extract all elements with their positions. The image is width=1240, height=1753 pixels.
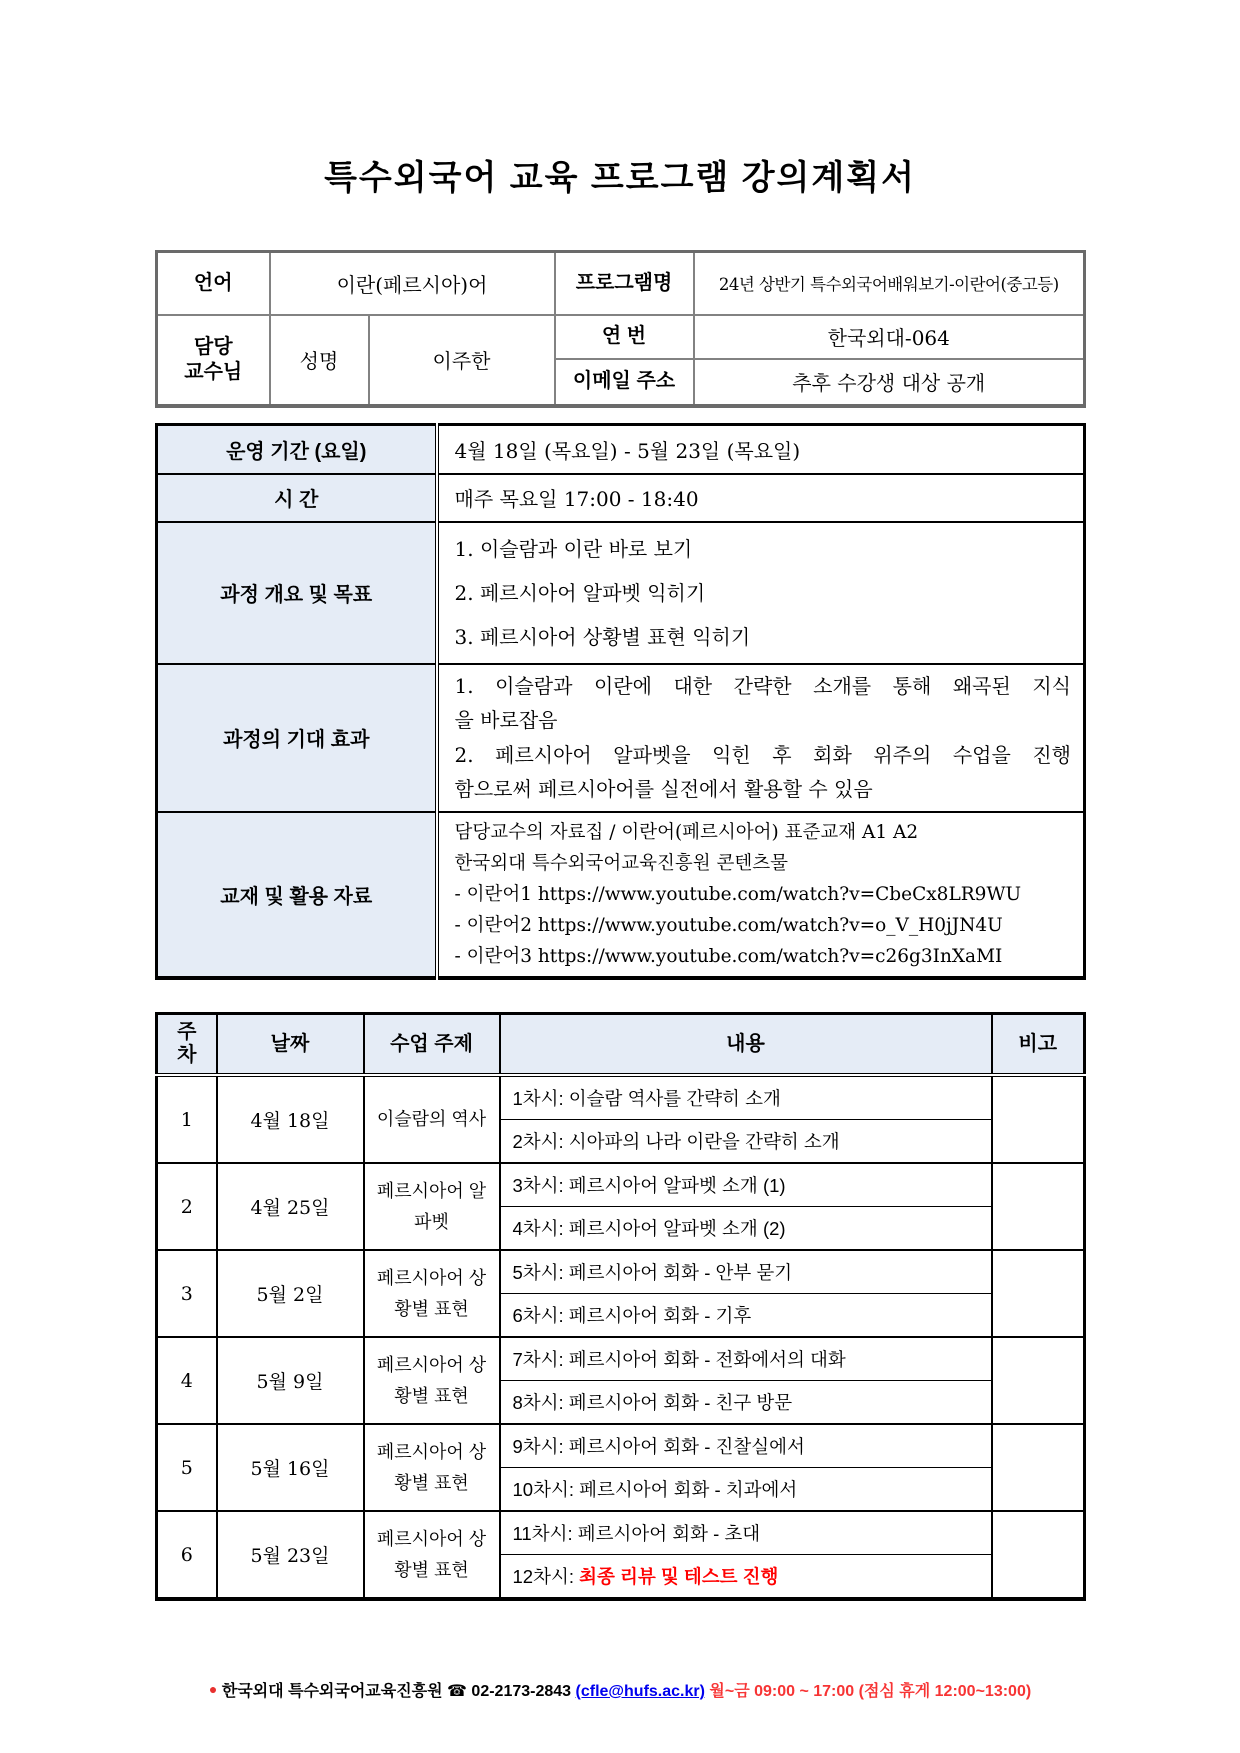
schedule-week-row [157, 1250, 1085, 1294]
session-content: 12차시: 최종 리뷰 및 테스트 진행 [500, 1555, 992, 1600]
email-value: 추후 수강생 대상 공개 [694, 359, 1085, 406]
week-number: 6 [157, 1511, 217, 1599]
week-note [992, 1250, 1085, 1337]
week-topic: 페르시아어 상황별 표현 [364, 1424, 500, 1511]
session-content: 1차시: 이슬람 역사를 간략히 소개 [500, 1075, 992, 1120]
schedule-week-row [157, 1424, 1085, 1468]
final-review-highlight: 최종 리뷰 및 테스트 진행 [579, 1566, 779, 1587]
week-date: 5월 9일 [217, 1337, 364, 1424]
effect-value: 1. 이슬람과 이란에 대한 간략한 소개를 통해 왜곡된 지식 을 바로잡음 2. 페르시아어 알파벳을 익힌 후 회화 위주의 수업을 진행 함으로써 페르시아어를 실전에서 활용할 수 있음 [437, 664, 1085, 812]
footer-email-link[interactable]: (cfle@hufs.ac.kr) [575, 1683, 705, 1700]
schedule-table [155, 1012, 1086, 1601]
week-number: 4 [157, 1337, 217, 1424]
week-number: 5 [157, 1424, 217, 1511]
youtube-link-1: - 이란어1 https://www.youtube.com/watch?v=CbeCx8LR9WU [454, 883, 1022, 905]
footer [0, 1678, 1240, 1701]
schedule-header-row [157, 1014, 1085, 1076]
week-note [992, 1075, 1085, 1163]
week-topic: 이슬람의 역사 [364, 1075, 500, 1163]
schedule-week-row [157, 1075, 1085, 1120]
date-header: 날짜 [217, 1014, 364, 1076]
week-topic: 페르시아어 상황별 표현 [364, 1511, 500, 1599]
week-date: 4월 25일 [217, 1163, 364, 1250]
serial-label: 연 번 [555, 315, 694, 359]
week-note [992, 1337, 1085, 1424]
session-content: 6차시: 페르시아어 회화 - 기후 [500, 1294, 992, 1338]
session-content: 9차시: 페르시아어 회화 - 진찰실에서 [500, 1424, 992, 1468]
name-label: 성명 [270, 315, 369, 406]
week-number: 1 [157, 1075, 217, 1163]
session-content: 5차시: 페르시아어 회화 - 안부 묻기 [500, 1250, 992, 1294]
course-overview-table [155, 423, 1086, 980]
week-number: 2 [157, 1163, 217, 1250]
youtube-link-3: - 이란어3 https://www.youtube.com/watch?v=c26g3InXaMI [454, 945, 1003, 967]
page-title: 특수외국어 교육 프로그램 강의계획서 [324, 159, 916, 197]
week-date: 5월 16일 [217, 1424, 364, 1511]
phone-icon: ☎ [447, 1683, 467, 1700]
week-header: 주 차 [157, 1014, 217, 1076]
instructor-label: 담당 교수님 [157, 315, 270, 406]
footer-phone: 02-2173-2843 [471, 1683, 572, 1700]
language-label: 언어 [157, 252, 270, 315]
language-value: 이란(페르시아)어 [270, 252, 555, 315]
email-label: 이메일 주소 [555, 359, 694, 406]
session-content: 11차시: 페르시아어 회화 - 초대 [500, 1511, 992, 1555]
week-date: 5월 23일 [217, 1511, 364, 1599]
session-content: 4차시: 페르시아어 알파벳 소개 (2) [500, 1207, 992, 1251]
week-note [992, 1424, 1085, 1511]
note-header: 비고 [992, 1014, 1085, 1076]
week-note [992, 1511, 1085, 1599]
time-value: 매주 목요일 17:00 - 18:40 [437, 474, 1085, 522]
period-label: 운영 기간 (요일) [157, 425, 437, 474]
time-label: 시 간 [157, 474, 437, 522]
effect-label: 과정의 기대 효과 [157, 664, 437, 812]
schedule-week-row [157, 1337, 1085, 1381]
content-header: 내용 [500, 1014, 992, 1076]
session-content: 3차시: 페르시아어 알파벳 소개 (1) [500, 1163, 992, 1207]
bullet-icon: ● [208, 1681, 218, 1697]
serial-value: 한국외대-064 [694, 315, 1085, 359]
instructor-info-table [155, 250, 1086, 408]
session-content: 10차시: 페르시아어 회화 - 치과에서 [500, 1468, 992, 1512]
period-value: 4월 18일 (목요일) - 5월 23일 (목요일) [437, 425, 1085, 474]
week-topic: 페르시아어 알파벳 [364, 1163, 500, 1250]
session-content: 8차시: 페르시아어 회화 - 친구 방문 [500, 1381, 992, 1425]
week-note [992, 1163, 1085, 1250]
overview-value: 1. 이슬람과 이란 바로 보기 2. 페르시아어 알파벳 익히기 3. 페르시아어 상황별 표현 익히기 [437, 522, 1085, 664]
program-label: 프로그램명 [555, 252, 694, 315]
session-content: 2차시: 시아파의 나라 이란을 간략히 소개 [500, 1120, 992, 1164]
program-value: 24년 상반기 특수외국어배워보기-이란어(중고등) [694, 252, 1085, 315]
schedule-week-row [157, 1511, 1085, 1555]
topic-header: 수업 주제 [364, 1014, 500, 1076]
week-date: 5월 2일 [217, 1250, 364, 1337]
materials-label: 교재 및 활용 자료 [157, 812, 437, 978]
footer-org: 한국외대 특수외국어교육진흥원 [221, 1683, 443, 1700]
name-value: 이주한 [369, 315, 555, 406]
week-topic: 페르시아어 상황별 표현 [364, 1250, 500, 1337]
materials-value: 담당교수의 자료집 / 이란어(페르시아어) 표준교재 A1 A2 한국외대 특수외국어교육진흥원 콘텐츠물 - 이란어1 https://www.youtube.com/watch?v=CbeCx8LR9WU - 이란어2 https://www.youtube.com/watch?v=o_V_H0jJN4U - 이란어3 https://www.youtube.com/watch?v=c26g3InXaMI [437, 812, 1085, 978]
schedule-week-row [157, 1163, 1085, 1207]
week-number: 3 [157, 1250, 217, 1337]
overview-label: 과정 개요 및 목표 [157, 522, 437, 664]
session-content: 7차시: 페르시아어 회화 - 전화에서의 대화 [500, 1337, 992, 1381]
week-date: 4월 18일 [217, 1075, 364, 1163]
youtube-link-2: - 이란어2 https://www.youtube.com/watch?v=o_V_H0jJN4U [454, 914, 1003, 936]
week-topic: 페르시아어 상황별 표현 [364, 1337, 500, 1424]
footer-hours: 월~금 09:00 ~ 17:00 (점심 휴게 12:00~13:00) [709, 1683, 1032, 1700]
